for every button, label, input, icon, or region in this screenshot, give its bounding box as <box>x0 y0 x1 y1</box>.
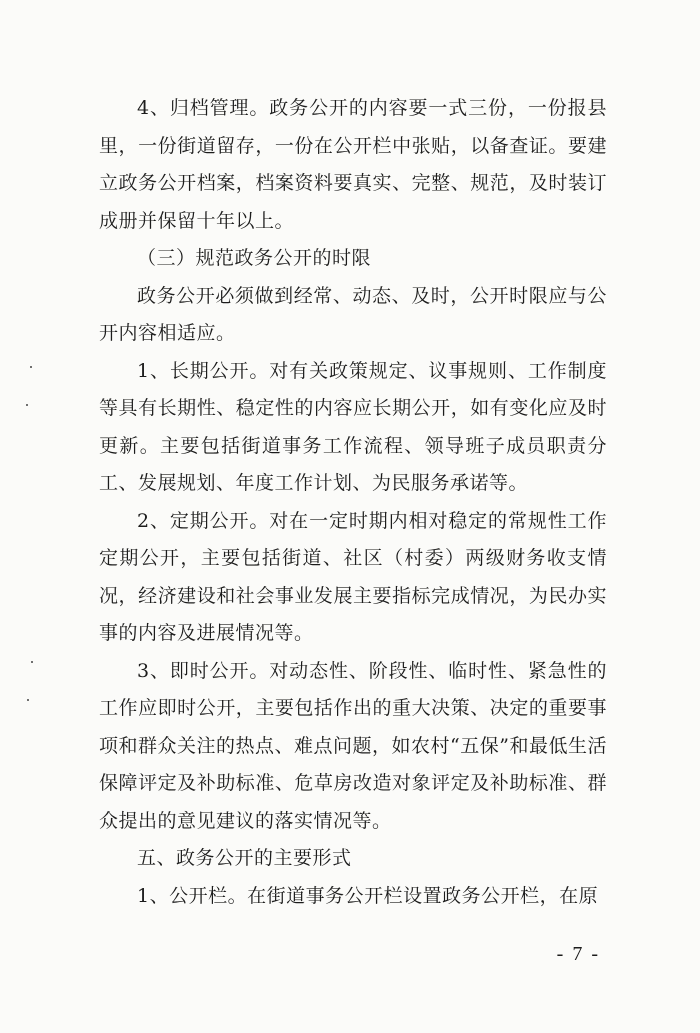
paragraph-long-term-disclosure: 1、长期公开。对有关政策规定、议事规则、工作制度等具有长期性、稳定性的内容应长期公开，如有变化应及时更新。主要包括街道事务工作流程、领导班子成员职责分工、发展规划、年度工作计划、为民服务承诺等。 <box>99 359 607 494</box>
paragraph-periodic-disclosure: 2、定期公开。对在一定时期内相对稳定的常规性工作定期公开，主要包括街道、社区（村委）两级财务收支情况，经济建设和社会事业发展主要指标完成情况，为民办实事的内容及进展情况等。 <box>99 509 607 644</box>
page-number: - 7 - <box>556 943 600 965</box>
document-body <box>99 90 607 915</box>
paragraph-time-limits-intro: 政务公开必须做到经常、动态、及时，公开时限应与公开内容相适应。 <box>99 284 607 344</box>
section-heading-main-forms: 五、政务公开的主要形式 <box>137 847 352 869</box>
scan-speck <box>26 404 28 406</box>
section-heading-time-limits: （三）规范政务公开的时限 <box>137 247 372 269</box>
scan-speck <box>30 366 32 368</box>
paragraph-archive-management: 4、归档管理。政务公开的内容要一式三份，一份报县里，一份街道留存，一份在公开栏中张贴，以备查证。要建立政务公开档案，档案资料要真实、完整、规范，及时装订成册并保留十年以上。 <box>99 97 607 232</box>
scan-speck <box>27 699 29 701</box>
paragraph-immediate-disclosure: 3、即时公开。对动态性、阶段性、临时性、紧急性的工作应即时公开，主要包括作出的重大决策、决定的重要事项和群众关注的热点、难点问题，如农村“五保”和最低生活保障评定及补助标准、危草房改造对象评定及补助标准、群众提出的意见建议的落实情况等。 <box>99 659 607 832</box>
paragraph-bulletin-board: 1、公开栏。在街道事务公开栏设置政务公开栏，在原 <box>137 884 599 907</box>
scan-speck <box>31 661 33 663</box>
